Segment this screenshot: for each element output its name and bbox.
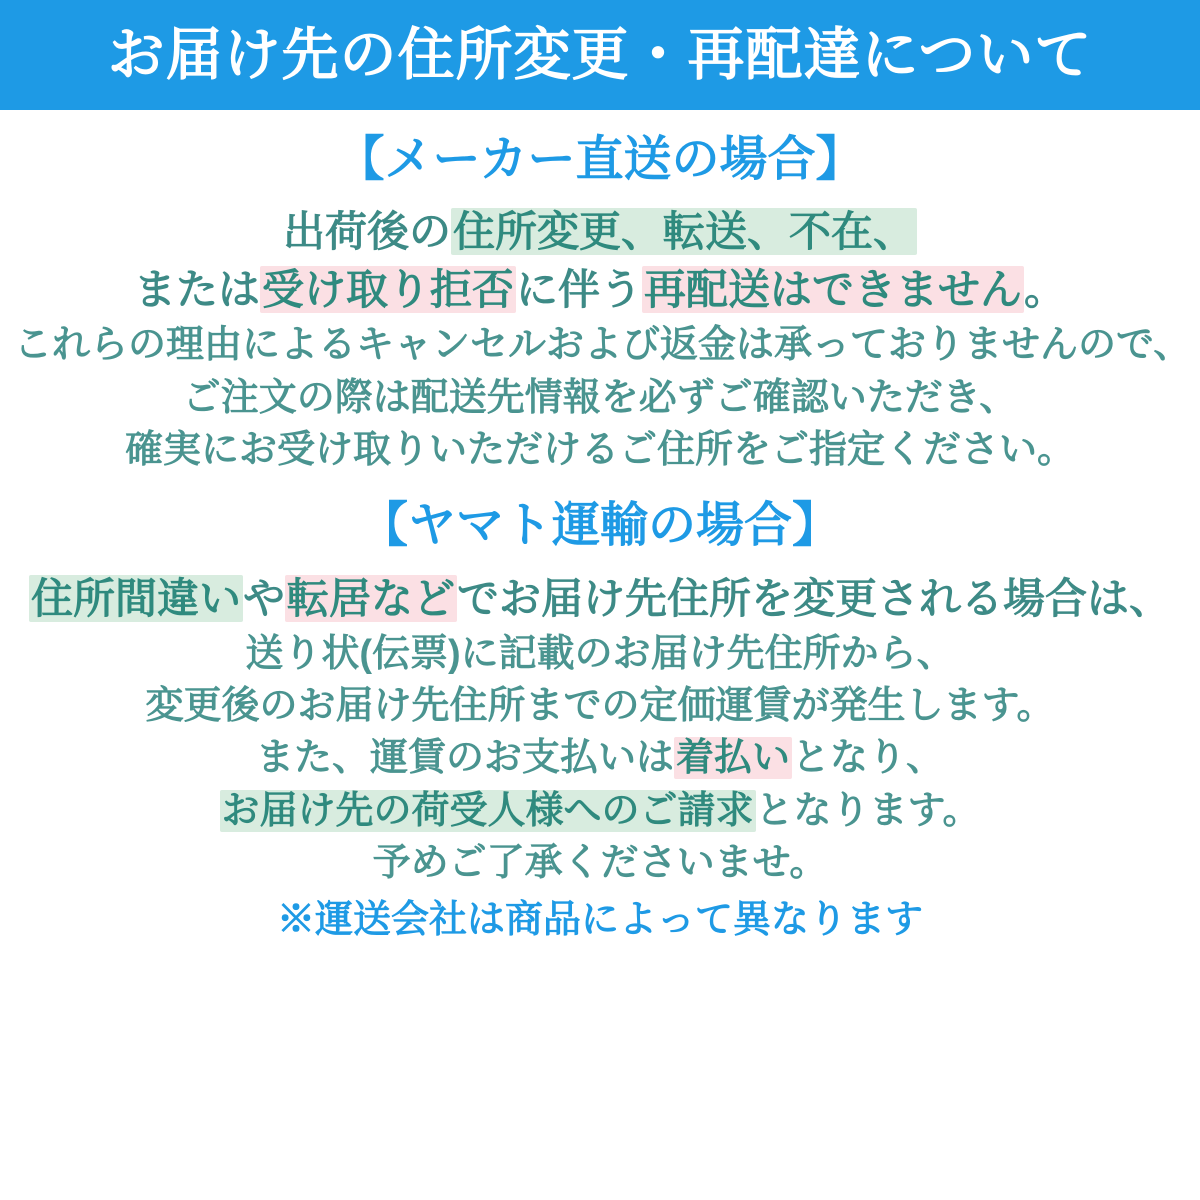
- highlight-pink: 転居など: [287, 574, 456, 622]
- header-bar: [0, 0, 1200, 110]
- section-yamato: [14, 498, 1186, 889]
- text-line: [14, 732, 1186, 784]
- text-line: 確実にお受け取りいただけるご住所をご指定ください。: [124, 428, 1075, 471]
- highlight-green: お届け先の荷受人様へのご請求: [221, 789, 754, 832]
- text-line: これらの理由によるキャンセルおよび返金は承っておりませんので、: [14, 324, 1192, 367]
- text-part: となり、: [792, 737, 945, 780]
- text-line: ご注文の際は配送先情報を必ずご確認いただき、: [182, 376, 1018, 419]
- page-title: お届け先の住所変更・再配達について: [107, 22, 1093, 87]
- text-line: 送り状(伝票)に記載のお届け先住所から、: [245, 632, 955, 675]
- highlight-green: 住所変更、転送、不在、: [453, 208, 916, 256]
- text-part: 出荷後の: [282, 208, 451, 256]
- text-line: [14, 785, 1186, 837]
- text-part: や: [242, 574, 285, 622]
- section-heading-maker-direct: 【メーカー直送の場合】: [336, 133, 864, 186]
- text-line: 変更後のお届け先住所までの定価運賃が発生します。: [145, 684, 1055, 727]
- highlight-pink: 再配送はできません: [644, 266, 1023, 314]
- text-line: [14, 261, 1186, 319]
- text-part: となります。: [755, 789, 981, 832]
- text-part: でお届け先住所を変更される場合は、: [457, 574, 1172, 622]
- text-line: 予めご了承くださいませ。: [372, 842, 828, 885]
- text-part: また、運賃のお支払いは: [255, 737, 674, 780]
- text-part: 。: [1024, 266, 1067, 314]
- footer-note: ※運送会社は商品によって異なります: [276, 898, 923, 941]
- highlight-pink: 受け取り拒否: [261, 266, 514, 314]
- text-line: [14, 203, 1186, 261]
- highlight-pink: 着払い: [675, 737, 790, 780]
- content-area: [0, 132, 1200, 945]
- text-line: [14, 570, 1186, 628]
- highlight-green: 住所間違い: [30, 574, 241, 622]
- text-part: に伴う: [515, 266, 642, 314]
- section-heading-yamato: 【ヤマト運輸の場合】: [359, 499, 840, 553]
- text-part: または: [133, 266, 260, 314]
- section-maker-direct: [14, 132, 1192, 476]
